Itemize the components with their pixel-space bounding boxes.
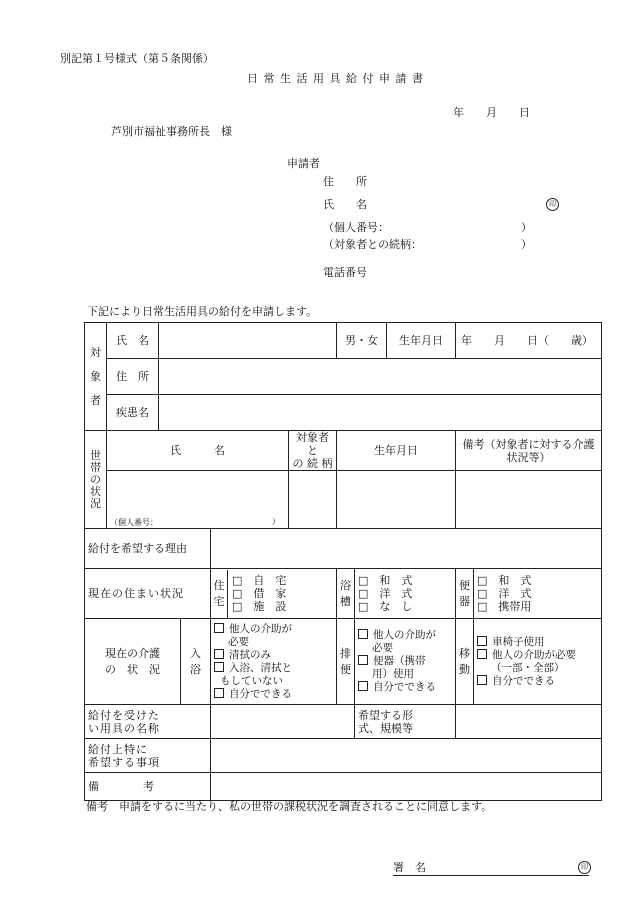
bath-option[interactable]: □ 洋 式	[358, 587, 413, 600]
household-note-cell[interactable]	[456, 471, 602, 529]
bath-option[interactable]: □ 和 式	[358, 574, 413, 587]
special-cell[interactable]	[211, 739, 602, 773]
signature-label: 署 名	[393, 861, 426, 874]
mobility-options[interactable]	[474, 619, 602, 705]
form-number: 別記第１号様式（第５条関係）	[60, 52, 214, 65]
reason-label: 給付を希望する理由	[85, 529, 211, 569]
intro-text: 下記により日常生活用具の給付を申請します。	[87, 305, 318, 318]
checkbox-icon[interactable]	[358, 655, 368, 665]
housing-option[interactable]: □ 自 宅	[232, 574, 287, 587]
bath-option[interactable]: □ な し	[358, 600, 413, 613]
mobility-option-cont: （一部・全部）	[491, 661, 565, 674]
subject-name-label: 氏 名	[107, 323, 159, 359]
excretion-label: 排 便	[337, 619, 355, 705]
checkbox-icon[interactable]	[477, 636, 487, 646]
checkbox-icon[interactable]	[214, 662, 224, 672]
toilet-options[interactable]	[474, 569, 602, 619]
toilet-label: 便 器	[456, 569, 474, 619]
applicant-id-close: ）	[521, 221, 532, 234]
checkbox-icon[interactable]	[214, 623, 224, 633]
residence-label: 現在の住まい状況	[85, 569, 211, 619]
subject-name-cell[interactable]	[159, 323, 337, 359]
seal-glyph: 印	[578, 861, 591, 874]
checkbox-icon[interactable]	[477, 649, 487, 659]
checkbox-icon[interactable]	[358, 681, 368, 691]
household-note-header: 備考（対象者に対する介護状況等）	[456, 431, 602, 471]
applicant-name-label[interactable]: 氏 名	[323, 198, 367, 211]
mobility-option[interactable]: 車椅子使用	[477, 636, 598, 649]
applicant-heading: 申請者	[287, 157, 320, 170]
form-title: 日 常 生 活 用 具 給 付 申 請 書	[247, 72, 424, 85]
desired-form-label: 希望する形 式、規模等	[355, 705, 456, 739]
housing-options[interactable]	[228, 574, 286, 613]
bath-label: 浴 槽	[337, 569, 355, 619]
excretion-options[interactable]	[355, 619, 456, 705]
toilet-option[interactable]: □ 和 式	[477, 574, 532, 587]
applicant-relation-label[interactable]: （対象者との続柄：	[323, 238, 422, 251]
excretion-option[interactable]: 他人の介助が	[358, 629, 452, 642]
signature-seal-icon	[578, 859, 591, 874]
footer-note: 備考 申請をするに当たり、私の世帯の課税状況を調査されることに同意します。	[86, 800, 493, 813]
excretion-option[interactable]: 自分でできる	[358, 681, 452, 694]
excretion-option-cont: 必要	[372, 642, 393, 654]
seal-mark-icon	[546, 196, 559, 211]
desired-form-cell[interactable]	[456, 705, 602, 739]
household-birth-header: 生年月日	[337, 431, 456, 471]
special-label: 給付上特に 希望する事項	[85, 739, 211, 773]
addressee: 芦別市福祉事務所長 様	[111, 125, 232, 138]
mobility-label: 移 動	[456, 619, 474, 705]
remarks-label: 備 考	[85, 773, 211, 801]
care-label: 現在の介護 の 状 況	[85, 619, 181, 705]
applicant-id-label[interactable]: （個人番号：	[323, 221, 389, 234]
checkbox-icon[interactable]	[358, 629, 368, 639]
signature-line[interactable]	[393, 859, 589, 876]
subject-address-label: 住 所	[107, 359, 159, 395]
applicant-phone-label[interactable]: 電話番号	[323, 266, 367, 279]
reason-cell[interactable]	[211, 529, 602, 569]
toilet-option[interactable]: □ 携帯用	[477, 600, 532, 613]
signature-field[interactable]	[393, 859, 589, 876]
household-relation-header: 対象者と の 続 柄	[289, 431, 337, 471]
household-id-close: ）	[272, 517, 280, 526]
mobility-option[interactable]: 他人の介助が必要	[477, 649, 598, 662]
toilet-option[interactable]: □ 洋 式	[477, 587, 532, 600]
gender-choice[interactable]: 男・女	[337, 323, 387, 359]
item-name-cell[interactable]	[211, 705, 355, 739]
applicant-relation-close: ）	[521, 238, 532, 251]
seal-glyph: 印	[546, 198, 559, 211]
bathing-option-cont: 必要	[228, 635, 249, 648]
household-name-cell[interactable]	[107, 471, 289, 529]
subject-disease-label: 疾患名	[107, 395, 159, 431]
household-id-label: （個人番号：	[110, 518, 158, 527]
checkbox-icon[interactable]	[477, 675, 487, 685]
housing-block	[211, 569, 337, 619]
housing-option[interactable]: □ 施 設	[232, 600, 287, 613]
subject-birth-value[interactable]: 年 月 日（ 歳）	[456, 323, 602, 359]
bathing-options[interactable]	[211, 619, 337, 705]
subject-address-cell[interactable]	[159, 359, 602, 395]
date-line[interactable]: 年 月 日	[453, 106, 530, 119]
housing-label: 住 宅	[211, 570, 228, 618]
application-table	[84, 322, 602, 801]
bathing-option[interactable]: 自分でできる	[214, 688, 333, 701]
bath-options[interactable]	[355, 569, 456, 619]
bathing-option[interactable]: 他人の介助が	[214, 623, 333, 636]
excretion-option-cont: 用）使用	[372, 668, 414, 680]
bathing-option-cont: もしていない	[220, 674, 283, 687]
household-header: 世 帯 の 状 況	[85, 431, 107, 529]
excretion-option[interactable]: 便器（携帯	[358, 655, 452, 668]
bathing-label: 入 浴	[181, 619, 211, 705]
checkbox-icon[interactable]	[214, 688, 224, 698]
bathing-option[interactable]: 清拭のみ	[214, 649, 333, 662]
household-relation-cell[interactable]	[289, 471, 337, 529]
checkbox-icon[interactable]	[214, 649, 224, 659]
subject-disease-cell[interactable]	[159, 395, 602, 431]
item-name-label: 給付を受けた い用具の名称	[85, 705, 211, 739]
subject-birth-label: 生年月日	[387, 323, 456, 359]
applicant-address-label[interactable]: 住 所	[323, 175, 367, 188]
mobility-option[interactable]: 自分でできる	[477, 675, 598, 688]
bathing-option[interactable]: 入浴、清拭と	[214, 662, 333, 675]
housing-option[interactable]: □ 借 家	[232, 587, 287, 600]
household-birth-cell[interactable]	[337, 471, 456, 529]
remarks-cell[interactable]	[211, 773, 602, 801]
household-name-header: 氏 名	[107, 431, 289, 471]
subject-header: 対 象 者	[85, 323, 107, 431]
